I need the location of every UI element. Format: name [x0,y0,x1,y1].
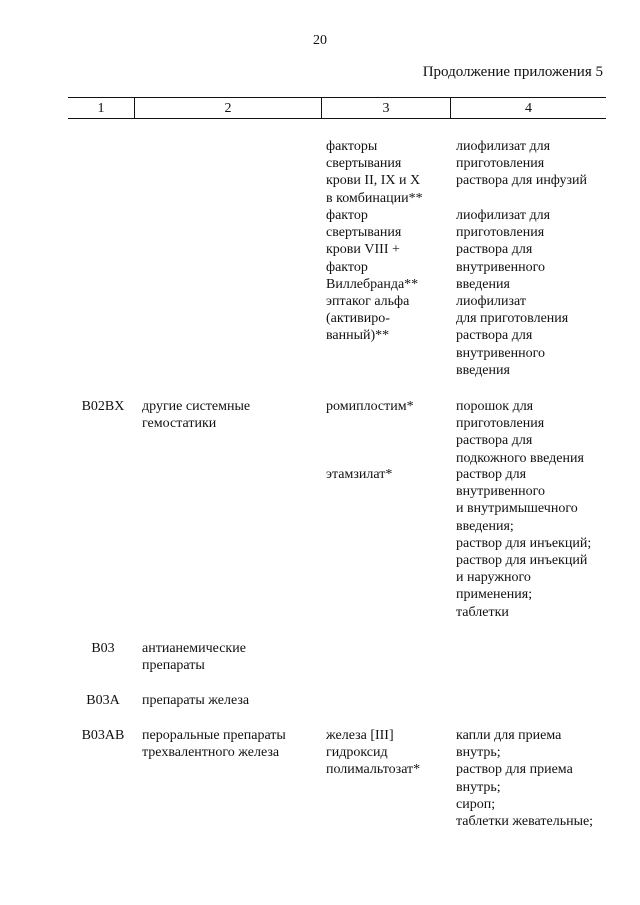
atc-group-name-line: препараты железа [142,693,250,708]
atc-group-name [142,640,246,674]
dosage-forms-line: таблетки жевательные; [456,814,594,830]
drug-name [326,138,423,207]
dosage-forms-line: и наружного [456,570,531,586]
dosage-forms-line: введения [456,276,510,292]
dosage-forms [456,207,550,293]
dosage-forms [456,466,591,621]
atc-group-name [142,727,286,761]
dosage-forms-line: раствора для [456,328,533,344]
drug-name-line: в комбинации** [326,190,423,206]
atc-group-name-line: пероральные препараты [142,728,286,743]
dosage-forms-line: сироп; [456,796,496,812]
dosage-forms-line: внутривенного [456,484,546,500]
drug-name-line: свертывания [326,156,402,172]
appendix-continuation-title: Продолжение приложения 5 [422,64,603,80]
dosage-forms-line: приготовления [456,225,545,241]
drug-name-line: фактор [326,259,368,275]
atc-code: B02BX [81,399,125,414]
drug-name [326,398,414,415]
dosage-forms-line: раствор для приема [456,762,573,778]
drug-name-line: Виллебранда** [326,276,419,292]
dosage-forms-line: порошок для [456,399,534,414]
drug-name-line: этамзилат* [326,467,393,482]
atc-group-name [142,692,249,709]
dosage-forms-line: и внутримышечного [456,501,578,517]
dosage-forms-line: раствор для инъекций; [456,535,592,551]
drug-name-line: гидроксид [326,745,388,761]
dosage-forms-line: раствор для инъекций [456,553,588,569]
dosage-forms [456,398,584,467]
atc-group-name-line: антианемические [142,641,246,656]
dosage-forms-line: таблетки [456,604,509,620]
dosage-forms-line: внутрь; [456,745,501,761]
atc-group-name-line: трехвалентного железа [142,745,280,761]
drug-name [326,207,418,293]
dosage-forms-line: внутривенного [456,345,546,361]
drug-name-line: фактор [326,208,368,223]
drug-name-line: ромиплостим* [326,399,414,414]
column-header-4: 4 [525,101,532,116]
dosage-forms-line: раствор для [456,467,527,482]
dosage-forms-line: введения; [456,518,514,534]
table-header-row [68,97,606,119]
dosage-forms-line: раствора для [456,433,533,449]
drug-name-line: факторы [326,139,378,154]
drug-name-line: железа [III] [326,728,394,743]
drug-name [326,727,420,779]
drug-name-line: (активиро- [326,311,390,327]
drug-name-line: свертывания [326,225,402,241]
dosage-forms-line: для приготовления [456,311,569,327]
dosage-forms [456,293,568,379]
atc-code: B03AB [81,728,125,743]
dosage-forms-line: раствора для [456,242,533,258]
dosage-forms [456,138,587,190]
drug-name-line: крови II, IX и X [326,173,421,189]
column-header-1: 1 [97,101,105,116]
atc-group-name [142,398,250,432]
drug-name-line: крови VIII + [326,242,400,258]
atc-code: B03 [91,641,115,656]
page-number: 20 [313,33,327,48]
dosage-forms-line: введения [456,362,510,378]
drug-name-line: полимальтозат* [326,762,421,778]
dosage-forms-line: внутривенного [456,259,546,275]
drug-name [326,466,392,483]
dosage-forms-line: приготовления [456,156,545,172]
drug-name [326,293,409,345]
dosage-forms-line: применения; [456,587,533,603]
dosage-forms-line: лиофилизат для [456,208,551,223]
dosage-forms-line: подкожного введения [456,450,584,466]
dosage-forms-line: лиофилизат [456,294,527,309]
column-header-3: 3 [382,101,390,116]
dosage-forms-line: раствора для инфузий [456,173,588,189]
atc-group-name-line: препараты [142,658,205,674]
drug-name-line: ванный)** [326,328,390,344]
dosage-forms-line: капли для приема [456,728,562,743]
drug-name-line: эптаког альфа [326,294,410,309]
atc-group-name-line: гемостатики [142,416,217,432]
column-header-2: 2 [224,101,232,116]
dosage-forms [456,727,593,830]
atc-group-name-line: другие системные [142,399,251,414]
dosage-forms-line: приготовления [456,416,545,432]
atc-code: B03A [86,693,120,708]
dosage-forms-line: лиофилизат для [456,139,551,154]
dosage-forms-line: внутрь; [456,779,501,795]
